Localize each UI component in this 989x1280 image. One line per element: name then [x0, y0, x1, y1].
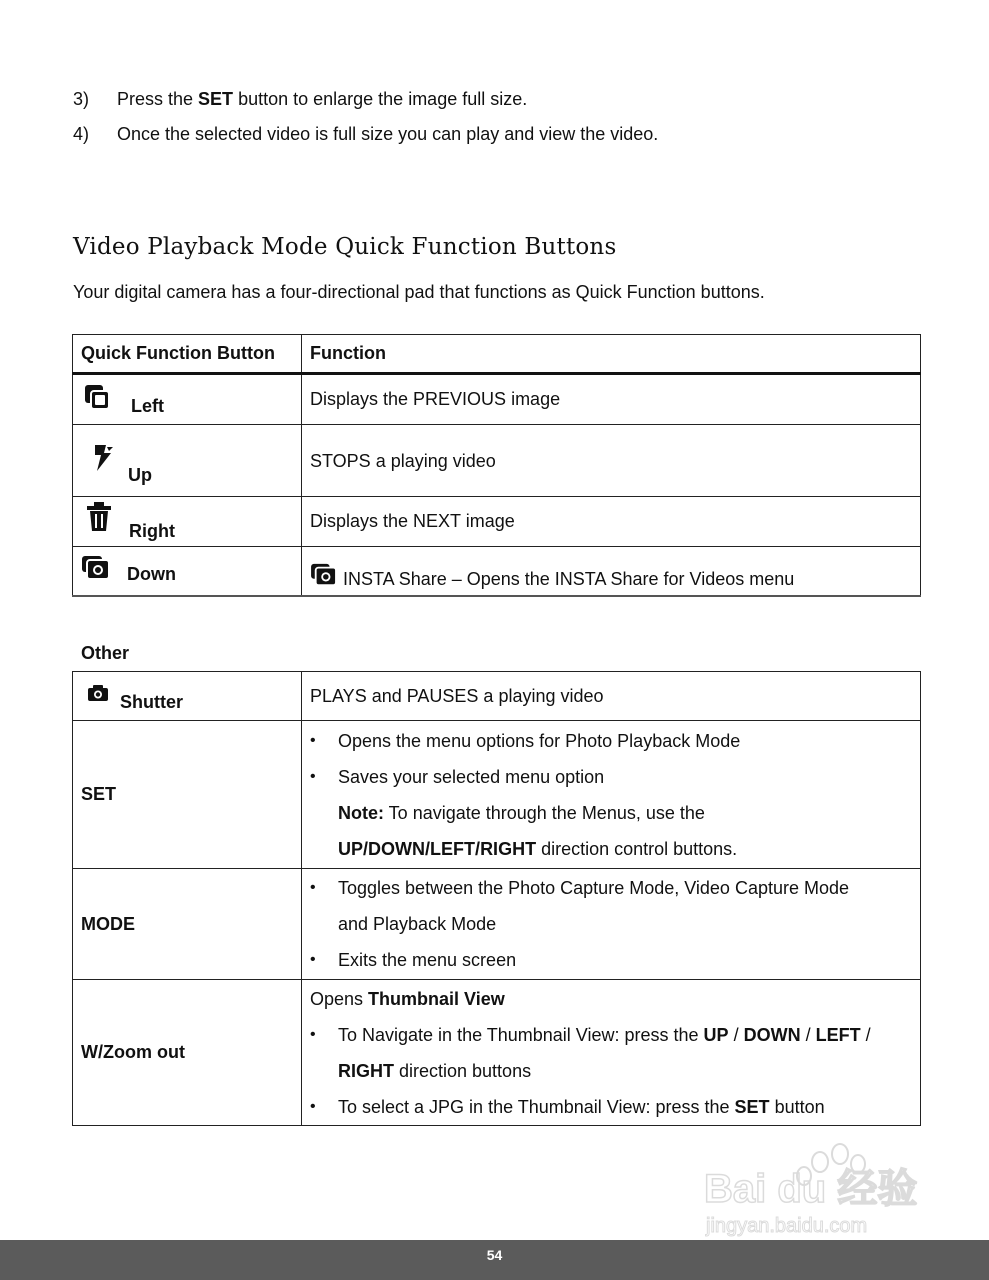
table-row: [73, 374, 921, 425]
table-row: [73, 672, 921, 721]
function-cell: [302, 547, 921, 597]
list-item: • Opens the menu options for Photo Playback Mode: [338, 723, 912, 759]
note-slash: /: [425, 839, 431, 859]
mode-bullet-list: [310, 870, 912, 978]
step-number: 3): [73, 89, 90, 109]
zoom-sep: /: [860, 1024, 871, 1045]
table-row: [73, 980, 921, 1126]
opens-bold: Thumbnail View: [368, 988, 505, 1009]
zoom-right: RIGHT: [338, 1060, 394, 1081]
baidu-watermark: [700, 1140, 940, 1240]
button-cell: [73, 497, 302, 547]
zoom-left: LEFT: [815, 1024, 861, 1045]
note-line-2: [310, 831, 912, 867]
quick-function-table: [72, 334, 921, 597]
list-item: • Saves your selected menu option: [338, 759, 912, 795]
zoom-up: UP: [703, 1024, 729, 1045]
flash-icon: [91, 443, 117, 473]
button-label: Up: [128, 465, 152, 485]
step-3: [73, 88, 527, 110]
button-cell: [73, 374, 302, 425]
function-cell: [302, 980, 921, 1126]
previous-image-icon: [83, 383, 111, 411]
other-buttons-table: [72, 671, 921, 1126]
list-item: [338, 1089, 912, 1125]
step-text-rest: button to enlarge the image full size.: [233, 89, 528, 109]
note-slash: /: [475, 839, 481, 859]
table-row: [73, 497, 921, 547]
button-label: W/Zoom out: [73, 980, 302, 1126]
table-row: [73, 869, 921, 980]
zoom-b2-text: To select a JPG in the Thumbnail View: press the: [338, 1096, 735, 1117]
opens-line: [310, 981, 912, 1017]
note-text: To navigate through the Menus, use the: [384, 803, 705, 823]
note-rest: direction control buttons.: [536, 839, 738, 859]
zoom-set: SET: [734, 1096, 770, 1117]
button-label: Down: [127, 564, 176, 584]
watermark-brand: Bai du 经验: [704, 1167, 918, 1211]
set-bold: SET: [198, 89, 234, 109]
button-cell: [73, 547, 302, 597]
zoom-b1-rest: direction buttons: [394, 1060, 532, 1081]
insta-share-icon: [81, 555, 111, 581]
function-cell: PLAYS and PAUSES a playing video: [302, 672, 921, 721]
set-bullet-list: [310, 723, 912, 795]
opens-text: Opens: [310, 988, 369, 1009]
camera-icon: [87, 684, 109, 702]
page-number: 54: [486, 1247, 503, 1263]
button-cell: [73, 672, 302, 721]
note-right: RIGHT: [480, 839, 537, 859]
function-cell: Displays the NEXT image: [302, 497, 921, 547]
note-down: DOWN: [368, 839, 426, 859]
header-button: Quick Function Button: [73, 335, 302, 374]
insta-share-icon: [310, 563, 338, 587]
list-item: [338, 870, 912, 942]
function-cell: [302, 869, 921, 980]
note-up: UP: [338, 839, 364, 859]
zoom-b2-rest: button: [769, 1096, 825, 1117]
button-label: Left: [131, 396, 164, 416]
table-row: [73, 547, 921, 597]
note-left: LEFT: [430, 839, 476, 859]
function-cell: Displays the PREVIOUS image: [302, 374, 921, 425]
zoom-sep: /: [800, 1024, 816, 1045]
note-label: Note:: [338, 803, 384, 823]
step-text: Once the selected video is full size you can play and view the video.: [117, 124, 659, 144]
button-label: MODE: [73, 869, 302, 980]
step-text: Press the: [117, 89, 199, 109]
function-text: INSTA Share – Opens the INSTA Share for Videos menu: [343, 568, 795, 589]
list-item: • Exits the menu screen: [338, 942, 912, 978]
trash-icon: [85, 501, 113, 533]
table-header-row: [73, 335, 921, 374]
note-slash: /: [363, 839, 369, 859]
function-cell: [302, 721, 921, 869]
watermark-url: jingyan.baidu.com: [706, 1215, 868, 1237]
mode-bullet-text: Toggles between the Photo Capture Mode, Video Capture Mode: [338, 878, 850, 898]
other-title: Other: [81, 643, 130, 663]
mode-bullet-text-2: and Playback Mode: [338, 914, 497, 934]
function-cell: STOPS a playing video: [302, 425, 921, 497]
zoom-sep: /: [728, 1024, 744, 1045]
table-row: [73, 425, 921, 497]
step-number: 4): [73, 124, 90, 144]
header-function: Function: [302, 335, 921, 374]
button-cell: [73, 425, 302, 497]
button-label: Shutter: [120, 692, 183, 712]
intro-paragraph: Your digital camera has a four-directional pad that functions as Quick Function buttons.: [73, 282, 765, 302]
list-item: [338, 1017, 912, 1089]
page-footer: [0, 1240, 989, 1280]
section-heading: Video Playback Mode Quick Function Buttons: [73, 234, 617, 260]
step-4: [73, 123, 658, 145]
zoom-down: DOWN: [743, 1024, 801, 1045]
table-row: [73, 721, 921, 869]
note-line: [310, 795, 912, 831]
zoom-b1-text: To Navigate in the Thumbnail View: press the: [338, 1024, 704, 1045]
button-label: Right: [129, 521, 175, 541]
zoom-bullet-list: [310, 1017, 912, 1125]
button-label: SET: [73, 721, 302, 869]
